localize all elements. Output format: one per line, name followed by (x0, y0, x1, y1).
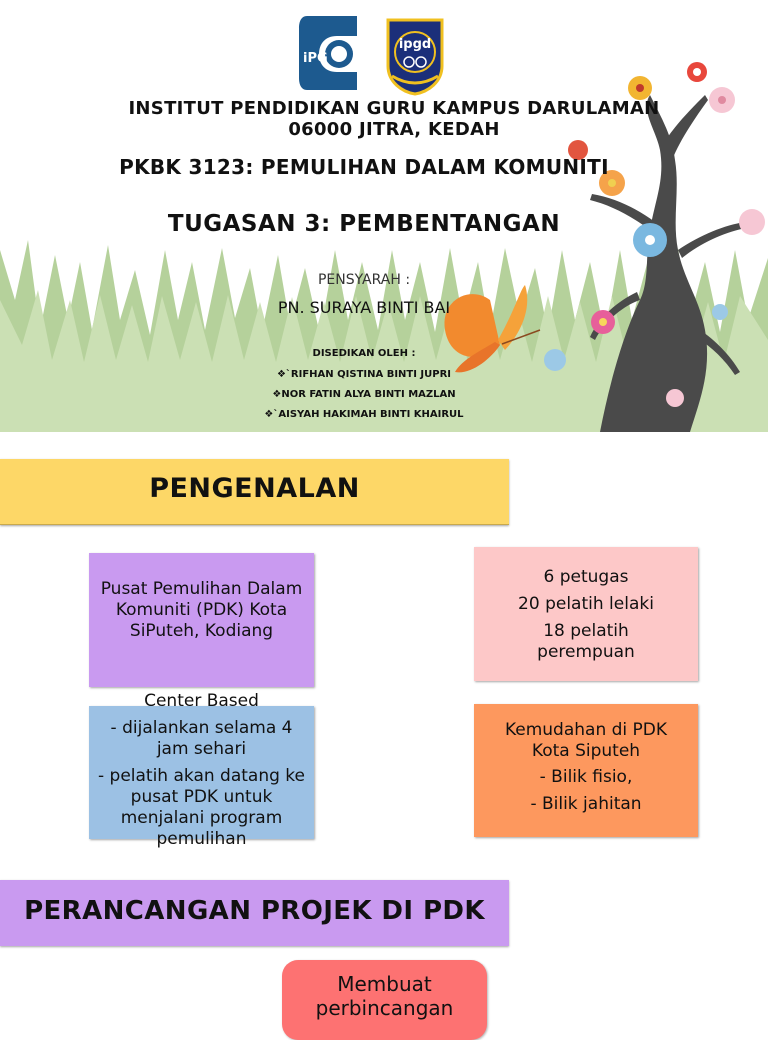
course-title: PKBK 3123: PEMULIHAN DALAM KOMUNITI (119, 155, 609, 179)
facility-box (474, 704, 698, 837)
staff-count: 6 petugas (543, 567, 629, 587)
staff-box (474, 547, 698, 681)
prepared-by-label: DISEDIKAN OLEH : (312, 348, 416, 359)
pdk-name-text: Pusat Pemulihan Dalam Komuniti (PDK) Kota SiPuteh, Kodiang (100, 579, 303, 641)
institution-line2: 06000 JITRA, KEDAH (288, 119, 500, 140)
institution-line1: INSTITUT PENDIDIKAN GURU KAMPUS DARULAMAN (128, 98, 660, 119)
ipgkd-crest-logo (384, 16, 446, 96)
lecturer-name: PN. SURAYA BINTI BAI (277, 298, 451, 317)
male-trainee-count: 20 pelatih lelaki (518, 594, 654, 614)
cover-slide (0, 0, 768, 432)
ipg-logo (297, 14, 367, 92)
planning-heading: PERANCANGAN PROJEK DI PDK (24, 896, 485, 926)
crest-logo-text: ipgd (398, 37, 432, 52)
discussion-text: Membuat perbincangan (315, 972, 454, 1020)
pdk-name-box (89, 553, 314, 687)
facility-item: - Bilik jahitan (530, 794, 642, 814)
planning-heading-banner (0, 880, 509, 946)
task-title: TUGASAN 3: PEMBENTANGAN (167, 211, 561, 237)
member-name: ❖NOR FATIN ALYA BINTI MAZLAN (272, 389, 456, 400)
intro-heading-banner (0, 459, 509, 525)
intro-heading: PENGENALAN (149, 473, 360, 504)
lecturer-label: PENSYARAH : (317, 272, 411, 288)
institution-name (0, 98, 768, 140)
center-point: - pelatih akan datang ke pusat PDK untuk menjalani program pemulihan (97, 766, 305, 849)
facility-item: - Bilik fisio, (539, 767, 633, 787)
member-name: ❖`RIFHAN QISTINA BINTI JUPRI (276, 369, 452, 380)
center-point: - dijalankan selama 4 jam sehari (110, 718, 293, 759)
ipg-logo-text: iPG (303, 51, 328, 66)
discussion-box (282, 960, 487, 1040)
female-trainee-count: 18 pelatih perempuan (537, 621, 635, 662)
center-based-title: Center Based (144, 691, 259, 711)
center-based-box (89, 706, 314, 849)
facility-title: Kemudahan di PDK Kota Siputeh (504, 720, 668, 761)
member-name: ❖`AISYAH HAKIMAH BINTI KHAIRUL (264, 409, 464, 420)
